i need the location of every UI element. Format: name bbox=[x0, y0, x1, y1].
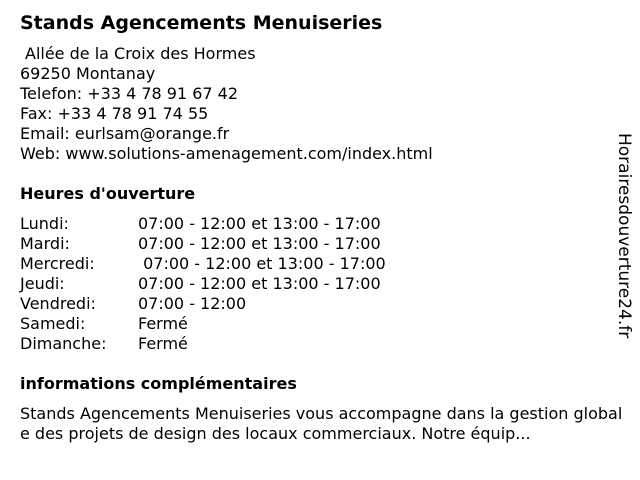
hours-row-friday bbox=[20, 294, 440, 314]
time-value: 07:00 - 12:00 et 13:00 - 17:00 bbox=[138, 234, 381, 253]
hours-row-thursday bbox=[20, 274, 440, 294]
time-value: Fermé bbox=[138, 334, 188, 353]
day-label: Mercredi: bbox=[20, 254, 95, 273]
day-label: Dimanche: bbox=[20, 334, 107, 353]
business-description: Stands Agencements Menuiseries vous accompagne dans la gestion globale des projets de design des locaux commerciaux. Notre équip... bbox=[20, 404, 623, 443]
hours-row-wednesday bbox=[20, 254, 440, 274]
address-street: Allée de la Croix des Hormes bbox=[25, 44, 256, 63]
day-label: Jeudi: bbox=[20, 274, 65, 293]
fax-number: Fax: +33 4 78 91 74 55 bbox=[20, 104, 209, 123]
hours-row-saturday bbox=[20, 314, 440, 334]
additional-info-heading: informations complémentaires bbox=[20, 374, 297, 393]
business-name: Stands Agencements Menuiseries bbox=[20, 12, 383, 34]
day-label: Vendredi: bbox=[20, 294, 96, 313]
time-value: 07:00 - 12:00 et 13:00 - 17:00 bbox=[138, 274, 381, 293]
hours-row-sunday bbox=[20, 334, 440, 354]
time-value: 07:00 - 12:00 et 13:00 - 17:00 bbox=[138, 214, 381, 233]
email-address: Email: eurlsam@orange.fr bbox=[20, 124, 230, 143]
opening-hours-table bbox=[20, 214, 440, 354]
time-value: 07:00 - 12:00 et 13:00 - 17:00 bbox=[138, 254, 386, 273]
hours-row-monday bbox=[20, 214, 440, 234]
time-value: 07:00 - 12:00 bbox=[138, 294, 247, 313]
day-label: Mardi: bbox=[20, 234, 70, 253]
day-label: Lundi: bbox=[20, 214, 69, 233]
day-label: Samedi: bbox=[20, 314, 86, 333]
website: Web: www.solutions-amenagement.com/index.html bbox=[20, 144, 433, 163]
phone-number: Telefon: +33 4 78 91 67 42 bbox=[20, 84, 239, 103]
site-watermark: Horairesdouverture24.fr bbox=[614, 133, 634, 339]
opening-hours-heading: Heures d'ouverture bbox=[20, 184, 196, 203]
time-value: Fermé bbox=[138, 314, 188, 333]
contact-details bbox=[20, 44, 433, 164]
hours-row-tuesday bbox=[20, 234, 440, 254]
address-city: 69250 Montanay bbox=[20, 64, 156, 83]
